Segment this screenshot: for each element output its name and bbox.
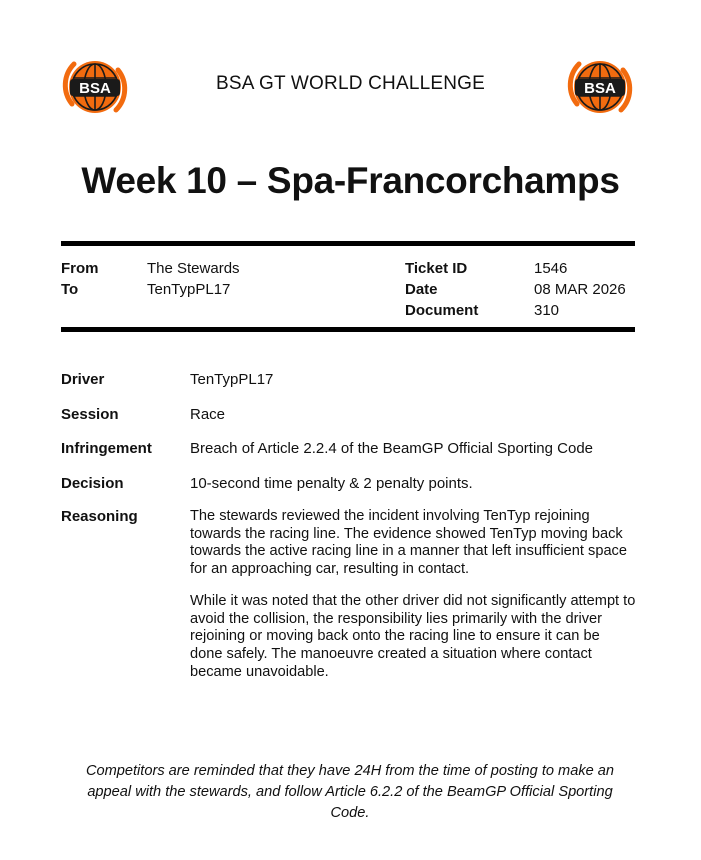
infringement-value: Breach of Article 2.2.4 of the BeamGP Official Sporting Code [190,440,594,457]
to-value: TenTypPL17 [147,281,231,298]
driver-value: TenTypPL17 [190,371,274,388]
reasoning-paragraph: The stewards reviewed the incident involving TenTyp rejoining towards the racing line. The evidence showed TenTyp moving back towards the active racing line in a manner that left insufficient space for an approaching car, resulting in contact. [190,508,627,578]
document-value: 310 [534,302,560,319]
date-label: Date [405,281,438,298]
series-title: BSA GT WORLD CHALLENGE [215,73,486,94]
decision-label: Decision [61,475,124,492]
decision-value: 10-second time penalty & 2 penalty points. [190,475,473,492]
reasoning-paragraph: While it was noted that the other driver did not significantly attempt to avoid the collision, the responsibility lies primarily with the driver rejoining or moving back onto the racing line to ensure it can be done safely. The manoeuvre created a situation where contact became unavoidable. [190,592,636,680]
driver-label: Driver [61,371,105,388]
divider-bottom [61,327,635,332]
reasoning-text [190,508,636,695]
bsa-logo [565,54,635,120]
reasoning-label: Reasoning [61,508,138,525]
appeal-notice: Competitors are reminded that they have 24H from the time of posting to make an appeal with the stewards, and follow Article 6.2.2 of the BeamGP Official Sporting Code. [85,763,615,821]
session-label: Session [61,406,119,423]
to-label: To [61,281,79,298]
bsa-logo-text: BSA [584,80,616,97]
bsa-logo-text: BSA [79,80,111,97]
date-value: 08 MAR 2026 [534,281,626,298]
meta-values-left [147,258,240,300]
ticket-id-label: Ticket ID [405,260,468,277]
page-title: Week 10 – Spa-Francorchamps [81,160,620,201]
meta-labels-left [61,258,99,300]
meta-labels-right [405,258,478,321]
meta-values-right [534,258,626,321]
session-value: Race [190,406,226,423]
from-label: From [61,260,99,277]
from-value: The Stewards [147,260,240,277]
ticket-id-value: 1546 [534,260,568,277]
divider-top [61,241,635,246]
document-label: Document [405,302,479,319]
infringement-label: Infringement [61,440,152,457]
